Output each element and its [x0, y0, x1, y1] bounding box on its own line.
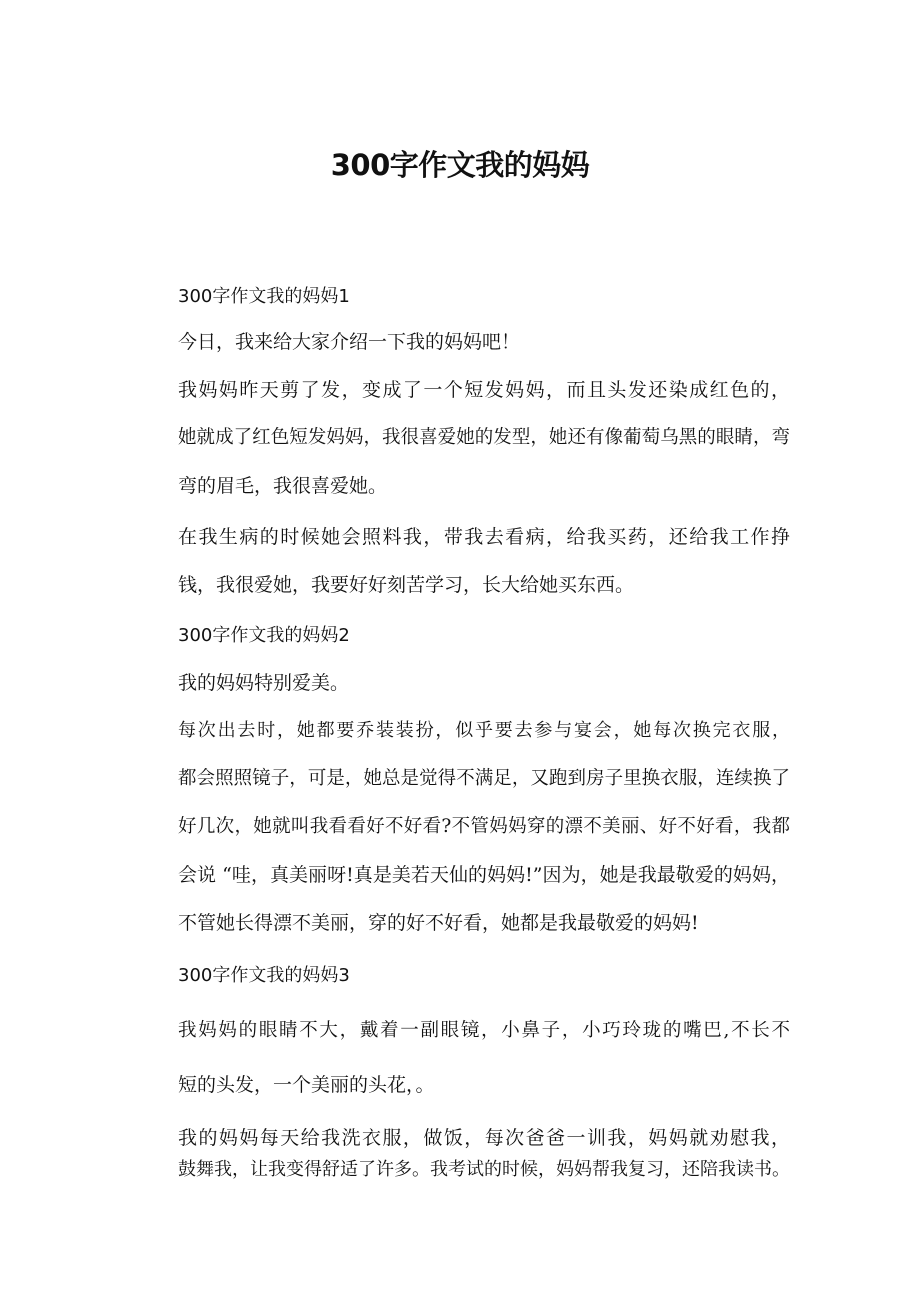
paragraph-line: 我妈妈昨天剪了发，变成了一个短发妈妈，而且头发还染成红色的，	[178, 379, 790, 401]
paragraph-line: 钱，我很爱她，我要好好刻苦学习，长大给她买东西。	[178, 574, 635, 596]
paragraph-line: 每次出去时，她都要乔装装扮，似乎要去参与宴会，她每次换完衣服，	[178, 720, 790, 741]
paragraph-line: 鼓舞我，让我变得舒适了许多。我考试的时候，妈妈帮我复习，还陪我读书。	[178, 1159, 790, 1180]
paragraph-line: 今日，我来给大家介绍一下我的妈妈吧！	[178, 331, 521, 353]
paragraph-line: 不管她长得漂不美丽，穿的好不好看，她都是我最敬爱的妈妈!	[178, 912, 699, 934]
paragraph-line: 短的头发，一个美丽的头花，。	[178, 1074, 435, 1096]
paragraph-3-2	[136, 1122, 790, 1186]
paragraph-line: 好几次，她就叫我看看好不好看?不管妈妈穿的漂不美丽、好不好看，我都	[178, 816, 790, 837]
paragraph-line: 会说 “哇，真美丽呀!真是美若天仙的妈妈!”因为，她是我最敬爱的妈妈，	[178, 864, 790, 886]
paragraph-line: 在我生病的时候她会照料我，带我去看病，给我买药，还给我工作挣	[178, 526, 790, 548]
paragraph-line: 她就成了红色短发妈妈，我很喜爱她的发型，她还有像葡萄乌黑的眼睛，弯	[178, 427, 790, 448]
paragraph-2-2	[136, 707, 790, 947]
paragraph-line: 我的妈妈特别爱美。	[178, 672, 350, 694]
paragraph-1-2	[136, 366, 790, 510]
paragraph-1-3	[136, 513, 790, 609]
paragraph-line: 我的妈妈每天给我洗衣服，做饭，每次爸爸一训我，妈妈就劝慰我，	[178, 1127, 790, 1149]
paragraph-1-1	[136, 318, 790, 366]
section-heading-1: 300字作文我的妈妈1	[178, 286, 350, 307]
paragraph-line: 都会照照镜子，可是，她总是觉得不满足，又跑到房子里换衣服，连续换了	[178, 768, 790, 789]
paragraph-line: 弯的眉毛，我很喜爱她。	[178, 475, 388, 497]
section-heading-3: 300字作文我的妈妈3	[178, 965, 350, 986]
paragraph-2-1	[136, 659, 790, 707]
section-heading-2: 300字作文我的妈妈2	[178, 625, 350, 646]
paragraph-3-1	[136, 1004, 790, 1112]
page-title: 300字作文我的妈妈	[330, 148, 590, 182]
paragraph-line: 我妈妈的眼睛不大，戴着一副眼镜，小鼻子，小巧玲珑的嘴巴,不长不	[178, 1020, 790, 1041]
